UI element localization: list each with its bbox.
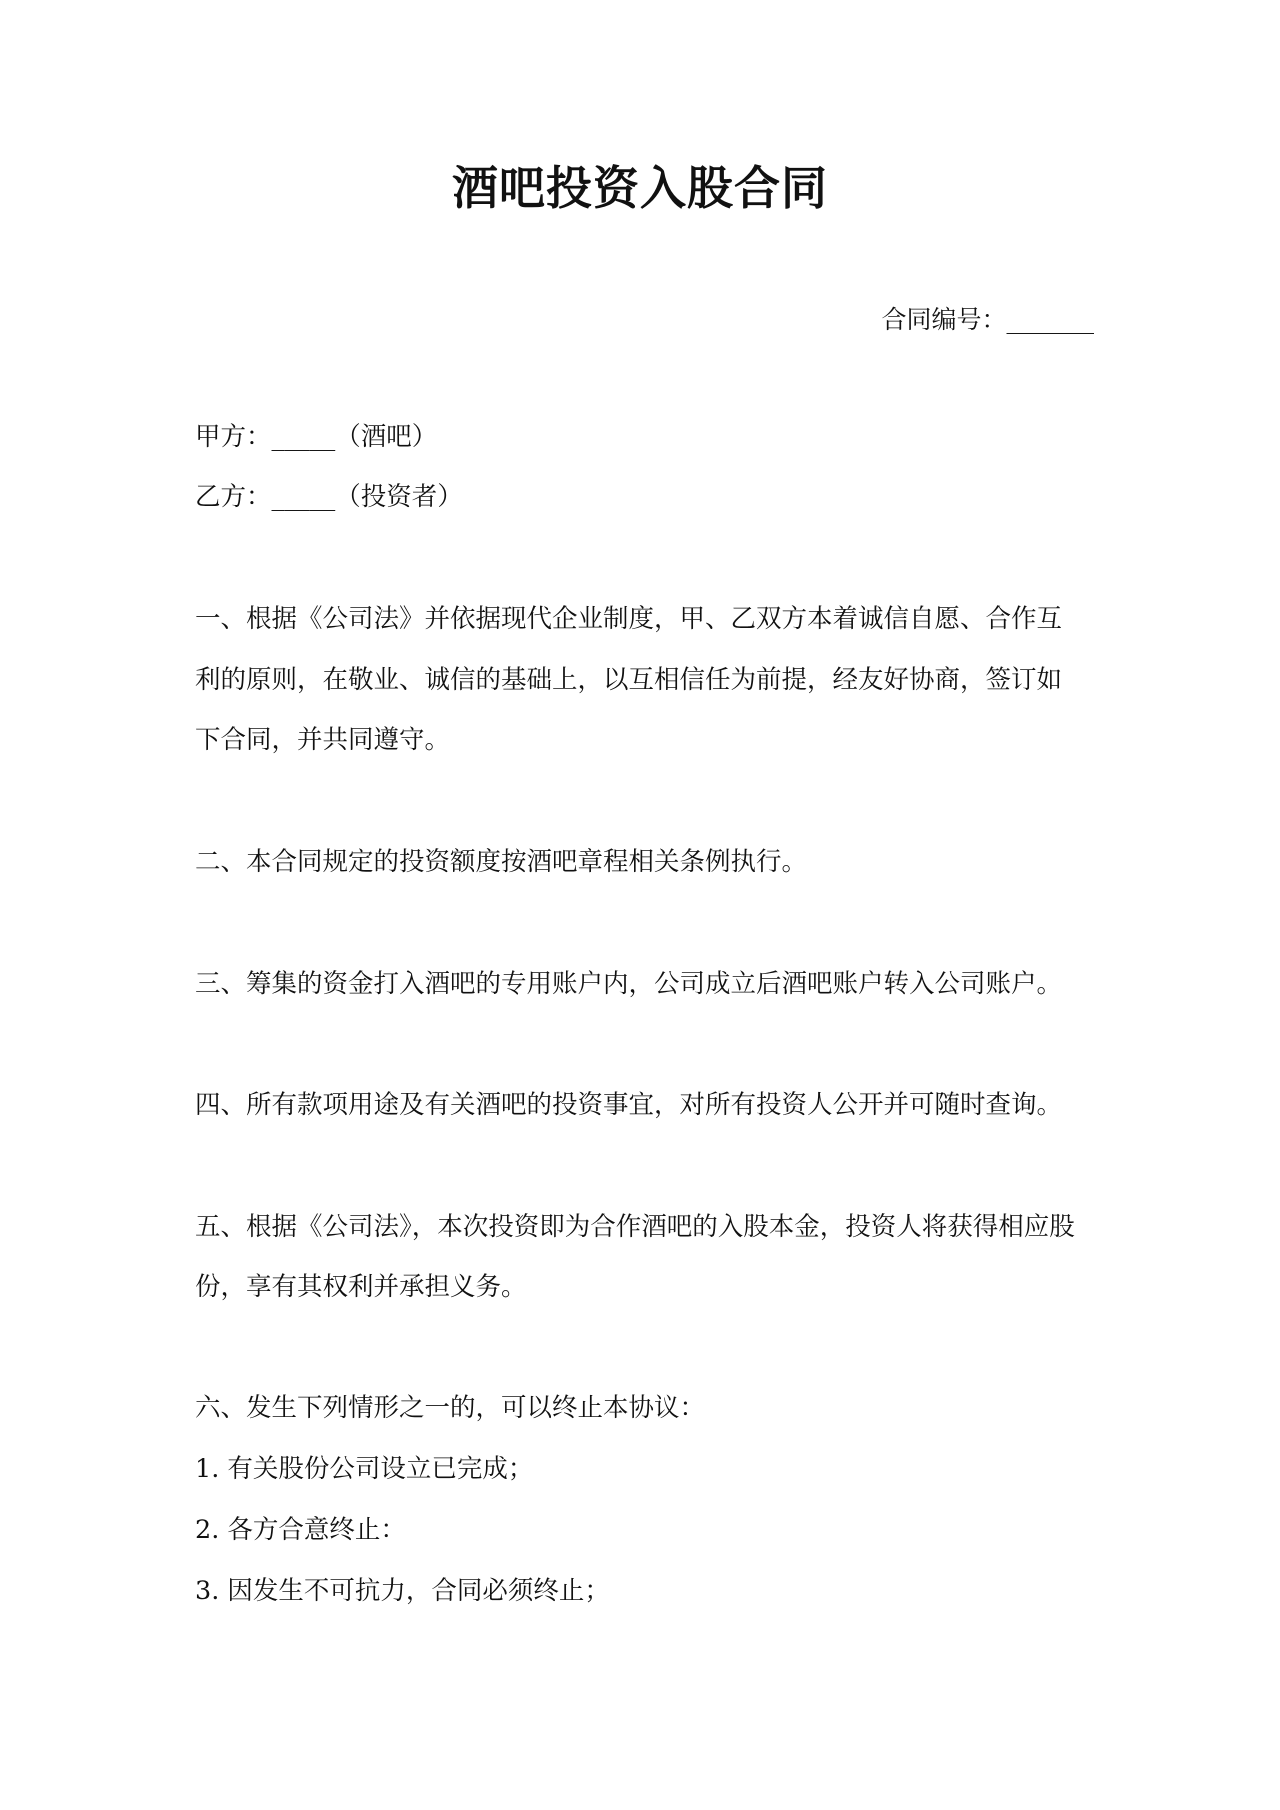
clause-6-item-2: 2. 各方合意终止：: [195, 1515, 406, 1545]
contract-number: 合同编号：_______: [881, 305, 1094, 334]
clause-5-line-2: 份，享有其权利并承担义务。: [195, 1272, 527, 1302]
clause-6-heading: 六、发生下列情形之一的，可以终止本协议：: [195, 1393, 706, 1423]
clause-1-line-1: 一、根据《公司法》并依据现代企业制度，甲、乙双方本着诚信自愿、合作互: [195, 604, 1063, 634]
clause-2: 二、本合同规定的投资额度按酒吧章程相关条例执行。: [195, 847, 808, 877]
clause-4: 四、所有款项用途及有关酒吧的投资事宜，对所有投资人公开并可随时查询。: [195, 1090, 1063, 1120]
clause-3: 三、筹集的资金打入酒吧的专用账户内，公司成立后酒吧账户转入公司账户。: [195, 969, 1063, 999]
clause-5-line-1: 五、根据《公司法》，本次投资即为合作酒吧的入股本金，投资人将获得相应股: [195, 1212, 1075, 1242]
party-a: 甲方：_____（酒吧）: [195, 422, 438, 452]
clause-1-line-3: 下合同，并共同遵守。: [195, 725, 451, 755]
clause-1-line-2: 利的原则，在敬业、诚信的基础上，以互相信任为前提，经友好协商，签订如: [195, 665, 1063, 695]
clause-6-item-3: 3. 因发生不可抗力，合同必须终止；: [195, 1576, 610, 1606]
document-title: 酒吧投资入股合同: [452, 161, 828, 215]
party-b: 乙方：_____（投资者）: [195, 482, 463, 512]
clause-6-item-1: 1. 有关股份公司设立已完成；: [195, 1454, 534, 1484]
